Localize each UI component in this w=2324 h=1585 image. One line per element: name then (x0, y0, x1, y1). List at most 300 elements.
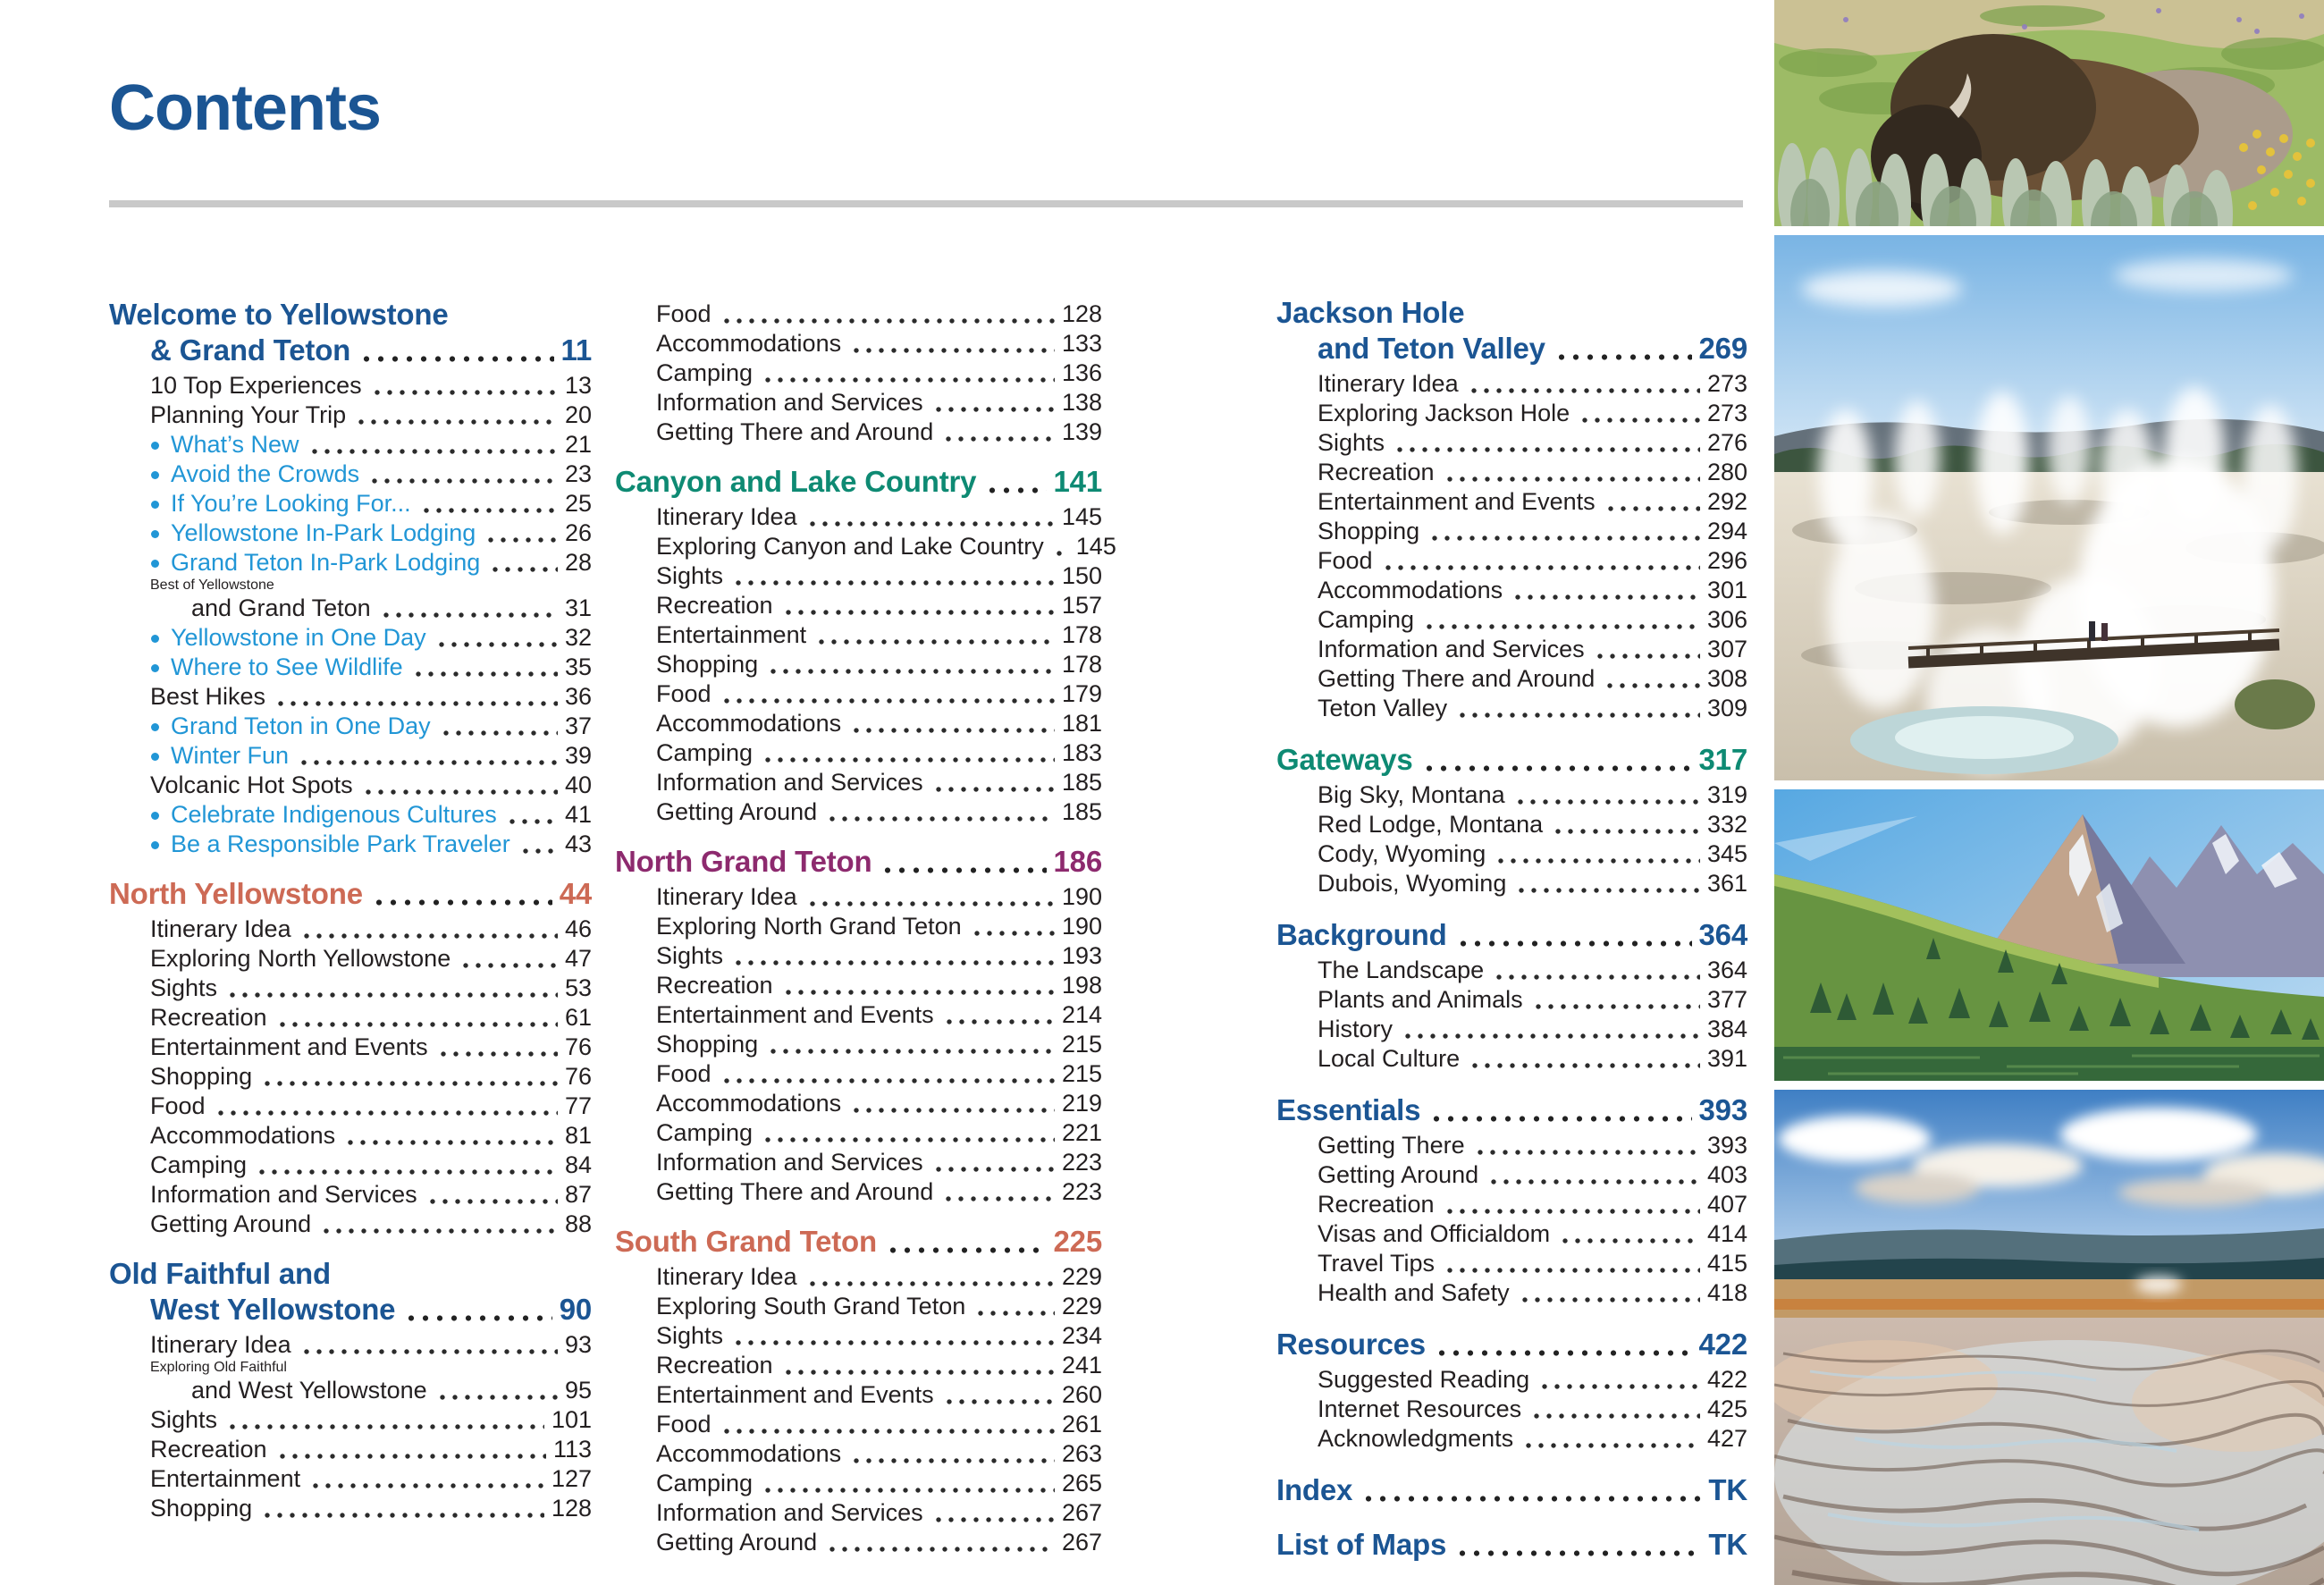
toc-entry (109, 400, 592, 430)
page-number: 13 (564, 372, 592, 399)
entry-label: Camping (656, 359, 754, 386)
dot-leader (782, 1370, 1055, 1375)
dot-leader (355, 419, 558, 425)
toc-entry (109, 489, 592, 518)
toc-section-items (615, 1262, 1102, 1557)
entry-label: Camping (150, 1151, 248, 1178)
entry-label: Index (1276, 1473, 1353, 1506)
dot-leader (359, 356, 553, 362)
toc-entry (615, 1089, 1102, 1118)
dot-leader (1559, 1238, 1700, 1244)
page-number: 128 (1061, 300, 1102, 327)
dot-leader (806, 901, 1055, 906)
toc-section-heading (615, 844, 1102, 880)
page-number: 44 (559, 877, 592, 910)
entry-label: Suggested Reading (1318, 1366, 1530, 1393)
toc-entry (1276, 546, 1747, 576)
toc-entry (615, 971, 1102, 1000)
dot-leader (1402, 1033, 1700, 1039)
page-number: 26 (564, 519, 592, 546)
toc-entry (615, 1148, 1102, 1177)
dot-leader (1444, 1209, 1700, 1214)
toc-entry (1276, 1044, 1747, 1074)
teton-mountains-illustration (1774, 789, 2324, 1081)
toc-section-heading (1276, 295, 1747, 331)
entry-label: Itinerary Idea (656, 883, 797, 910)
page-number: 128 (551, 1495, 592, 1522)
entry-label: Food (656, 1060, 712, 1087)
entry-label: Yellowstone in One Day (171, 624, 426, 651)
page-number: 23 (564, 460, 592, 487)
toc-entry (109, 1210, 592, 1239)
toc-entry (1276, 458, 1747, 487)
toc-entry (615, 1321, 1102, 1351)
entry-label: West Yellowstone (150, 1293, 396, 1326)
entry-label: Celebrate Indigenous Cultures (171, 801, 497, 828)
page-number: 61 (564, 1004, 592, 1031)
entry-label: Information and Services (656, 389, 923, 416)
entry-label: Accommodations (1318, 577, 1503, 603)
page-number: 377 (1706, 986, 1747, 1013)
entry-label: Sights (1318, 429, 1385, 456)
dot-leader (942, 1196, 1055, 1201)
entry-label: Acknowledgments (1318, 1425, 1514, 1452)
toc-entry (109, 1033, 592, 1062)
page-number: 133 (1061, 330, 1102, 357)
page-number: 178 (1061, 651, 1102, 678)
dot-leader (762, 1488, 1055, 1493)
page-number: 223 (1061, 1178, 1102, 1205)
dot-leader (1554, 354, 1692, 360)
entry-label: Getting Around (656, 1529, 818, 1555)
dot-leader (274, 701, 558, 706)
page-number: 308 (1706, 665, 1747, 692)
page-number: 332 (1706, 811, 1747, 838)
page-number: 345 (1706, 840, 1747, 867)
toc-entry (109, 1330, 592, 1360)
dot-leader (276, 1022, 558, 1027)
dot-leader (309, 1483, 544, 1488)
toc-section (1276, 1327, 1747, 1454)
entry-label: Exploring Old Faithful (150, 1360, 287, 1375)
page-number: 190 (1061, 913, 1102, 940)
page-number: 95 (564, 1377, 592, 1404)
toc-section-heading (109, 1256, 592, 1292)
entry-label: Background (1276, 918, 1447, 951)
toc-section-items (1276, 1365, 1747, 1454)
page-number: 393 (1706, 1132, 1747, 1159)
dot-leader (261, 1081, 558, 1086)
toc-entry (1276, 428, 1747, 458)
dot-leader (826, 1547, 1055, 1552)
dot-leader (762, 377, 1055, 383)
entry-label: Entertainment (150, 1465, 301, 1492)
toc-entry (615, 1059, 1102, 1089)
dot-leader (932, 407, 1055, 412)
toc-entry (615, 417, 1102, 447)
toc-entry (109, 741, 592, 771)
section-title: Jackson Hole (1276, 296, 1465, 329)
toc-entry (109, 371, 592, 400)
entry-label: Itinerary Idea (656, 503, 797, 530)
page-number: 260 (1061, 1381, 1102, 1408)
toc-entry (109, 1003, 592, 1033)
dot-leader (1487, 1179, 1700, 1185)
page-number: 31 (564, 594, 592, 621)
dot-leader (767, 1049, 1055, 1054)
toc-entry (615, 502, 1102, 532)
page-number: 87 (564, 1181, 592, 1208)
dot-leader (440, 730, 558, 736)
entry-label: Entertainment and Events (656, 1381, 934, 1408)
page-number: 88 (564, 1210, 592, 1237)
toc-entry (109, 1121, 592, 1151)
dot-leader (1519, 1297, 1700, 1303)
dot-leader (1579, 417, 1700, 423)
page-number: 407 (1706, 1191, 1747, 1218)
page-number: 391 (1706, 1045, 1747, 1072)
toc-section-heading (615, 464, 1102, 500)
dot-leader (815, 639, 1055, 645)
toc-entry (1276, 605, 1747, 635)
page-number: 215 (1061, 1031, 1102, 1058)
page-number: 90 (559, 1293, 592, 1326)
dot-leader (1423, 624, 1700, 629)
toc-entry (615, 768, 1102, 797)
entry-label: Volcanic Hot Spots (150, 771, 353, 798)
page-number: 84 (564, 1151, 592, 1178)
entry-label: Essentials (1276, 1093, 1421, 1126)
entry-label: Cody, Wyoming (1318, 840, 1486, 867)
page-number: 307 (1706, 636, 1747, 662)
toc-entry (1276, 664, 1747, 694)
toc-entry (615, 738, 1102, 768)
toc-entry (615, 591, 1102, 620)
entry-label: Camping (1318, 606, 1415, 633)
dot-leader (1429, 1116, 1691, 1122)
toc-section (109, 876, 592, 1239)
dot-leader (344, 1140, 558, 1145)
toc-section (109, 297, 592, 859)
bullet-icon (151, 812, 159, 820)
entry-label: Itinerary Idea (1318, 370, 1459, 397)
entry-label: Food (656, 680, 712, 707)
dot-leader (404, 1315, 552, 1321)
entry-label: Plants and Animals (1318, 986, 1523, 1013)
toc-entry (109, 771, 592, 800)
dot-leader (762, 757, 1055, 763)
entry-label: Food (1318, 547, 1373, 574)
section-title: Old Faithful and (109, 1257, 331, 1290)
page-number: 364 (1698, 918, 1747, 951)
bullet-icon (151, 723, 159, 731)
entry-label: History (1318, 1016, 1394, 1042)
entry-label: Getting There and Around (656, 418, 934, 445)
page-number: 35 (564, 653, 592, 680)
entry-label: Exploring South Grand Teton (656, 1293, 966, 1319)
toc-entry (109, 682, 592, 712)
page-number: 319 (1706, 781, 1747, 808)
dot-leader (436, 1395, 558, 1400)
dot-leader (1515, 888, 1700, 893)
entry-label: Exploring Jackson Hole (1318, 400, 1570, 426)
page-number: 145 (1061, 503, 1102, 530)
page-number: 403 (1706, 1161, 1747, 1188)
toc-entry (1276, 1190, 1747, 1219)
dot-leader (732, 580, 1055, 586)
toc-entry (109, 1360, 592, 1376)
toc-section-heading (1276, 742, 1747, 778)
toc-entry (109, 459, 592, 489)
dot-leader (932, 787, 1055, 792)
dot-leader (420, 508, 558, 513)
page-number: 141 (1053, 465, 1102, 498)
toc-entry (615, 620, 1102, 650)
dot-leader (1428, 535, 1700, 541)
dot-leader (1530, 1413, 1700, 1419)
dot-leader (484, 537, 558, 543)
toc-entry (109, 800, 592, 830)
entry-label: Visas and Officialdom (1318, 1220, 1551, 1247)
entry-label: Getting There and Around (1318, 665, 1596, 692)
toc-entry (1276, 1395, 1747, 1424)
toc-section-heading (1276, 1092, 1747, 1128)
entry-label: Best of Yellowstone (150, 578, 274, 593)
toc-entry (1276, 369, 1747, 399)
entry-label: Sights (150, 1406, 218, 1433)
page-number: 215 (1061, 1060, 1102, 1087)
toc-entry (109, 1405, 592, 1435)
bullet-icon (151, 471, 159, 479)
dot-leader (880, 867, 1046, 873)
dot-leader (971, 931, 1055, 936)
toc-section (615, 844, 1102, 1207)
entry-label: Getting Around (150, 1210, 312, 1237)
dot-leader (1468, 388, 1700, 393)
entry-label: Exploring North Grand Teton (656, 913, 962, 940)
page-number: 21 (564, 431, 592, 458)
page-number: 93 (564, 1331, 592, 1358)
dot-leader (426, 1199, 558, 1204)
page-number: 393 (1698, 1093, 1747, 1126)
page-number: 384 (1706, 1016, 1747, 1042)
dot-leader (1604, 683, 1700, 688)
page-number: 418 (1706, 1279, 1747, 1306)
dot-leader (459, 963, 558, 968)
page-number: TK (1708, 1528, 1747, 1561)
toc-column-2 (615, 297, 1116, 1557)
dot-leader (300, 933, 558, 939)
dot-leader (320, 1228, 558, 1234)
dot-leader (850, 728, 1055, 733)
dot-leader (519, 848, 558, 854)
dot-leader (1456, 712, 1700, 718)
page-number: 127 (551, 1465, 592, 1492)
dot-leader (1444, 1268, 1700, 1273)
entry-label: Food (656, 1411, 712, 1437)
toc-section (615, 1224, 1102, 1557)
entry-label: Where to See Wildlife (171, 653, 403, 680)
page-number: 11 (560, 333, 592, 367)
page-number: 229 (1061, 1263, 1102, 1290)
toc-entry (615, 388, 1102, 417)
bullet-icon (151, 664, 159, 672)
dot-leader (215, 1110, 558, 1116)
dot-leader (942, 436, 1055, 442)
toc-entry (1276, 1015, 1747, 1044)
toc-entry (615, 1498, 1102, 1528)
dot-leader (435, 642, 558, 647)
page-number: 113 (552, 1436, 592, 1463)
toc-section (1276, 917, 1747, 1074)
entry-label: List of Maps (1276, 1528, 1447, 1561)
entry-label: 10 Top Experiences (150, 372, 362, 399)
entry-label: Planning Your Trip (150, 401, 347, 428)
entry-label: Information and Services (656, 1499, 923, 1526)
dot-leader (782, 610, 1055, 615)
page-number: 265 (1061, 1470, 1102, 1496)
page-number: 306 (1706, 606, 1747, 633)
page-number: 37 (564, 712, 592, 739)
dot-leader (1456, 940, 1692, 947)
dot-leader (943, 1019, 1055, 1024)
dot-leader (226, 992, 558, 998)
page-number: 294 (1706, 518, 1747, 544)
page-number: 276 (1706, 429, 1747, 456)
dot-leader (489, 567, 558, 572)
entry-label: Food (150, 1092, 206, 1119)
entry-label: Recreation (656, 1352, 773, 1378)
page-number: 414 (1706, 1220, 1747, 1247)
entry-label: Getting Around (1318, 1161, 1479, 1188)
toc-entry (1276, 1131, 1747, 1160)
section-title: Welcome to Yellowstone (109, 298, 449, 331)
toc-entry (109, 712, 592, 741)
toc-entry (109, 653, 592, 682)
entry-label: Itinerary Idea (150, 915, 291, 942)
page-number: 280 (1706, 459, 1747, 485)
toc-section (109, 1256, 592, 1523)
toc-entry (109, 1151, 592, 1180)
toc-section-items (615, 502, 1116, 827)
page-number: 76 (564, 1063, 592, 1090)
toc-entry (615, 1262, 1102, 1292)
title-divider (109, 200, 1743, 207)
page-number: 39 (564, 742, 592, 769)
entry-label: Shopping (150, 1063, 253, 1090)
entry-label: The Landscape (1318, 957, 1485, 983)
entry-label: Getting There and Around (656, 1178, 934, 1205)
toc-section-heading (1276, 331, 1747, 367)
dot-leader (308, 449, 558, 454)
toc-section-items (109, 371, 592, 859)
page-number: 40 (564, 771, 592, 798)
toc-section-heading (1276, 1527, 1747, 1563)
entry-label: Camping (656, 1119, 754, 1146)
toc-section-items (615, 299, 1102, 447)
entry-label: Recreation (656, 972, 773, 999)
dot-leader (506, 819, 558, 824)
dot-leader (1361, 1496, 1701, 1502)
page-number: 269 (1698, 332, 1747, 365)
page-number: 47 (564, 945, 592, 972)
entry-label: Recreation (1318, 459, 1435, 485)
photo-geyser-basin-boardwalk (1774, 235, 2324, 780)
toc-entry (109, 1494, 592, 1523)
dot-leader (850, 348, 1055, 353)
toc-entry (109, 1092, 592, 1121)
page-number: 150 (1061, 562, 1102, 589)
page-number: 198 (1061, 972, 1102, 999)
toc-entry (1276, 576, 1747, 605)
page-number: 317 (1698, 743, 1747, 776)
entry-label: and Grand Teton (191, 594, 371, 621)
toc-entry (615, 797, 1102, 827)
entry-label: and West Yellowstone (191, 1377, 427, 1404)
page-number: 225 (1053, 1225, 1102, 1258)
page-number: 136 (1061, 359, 1102, 386)
dot-leader (1435, 1350, 1692, 1356)
toc-entry (615, 299, 1102, 329)
dot-leader (300, 1349, 558, 1354)
toc-entry (1276, 810, 1747, 839)
page-number: 185 (1061, 798, 1102, 825)
toc-entry (109, 1180, 592, 1210)
entry-label: Big Sky, Montana (1318, 781, 1505, 808)
toc-entry (615, 358, 1102, 388)
bullet-icon (151, 501, 159, 509)
toc-entry (109, 594, 592, 623)
entry-label: Exploring North Yellowstone (150, 945, 451, 972)
page-number: 101 (551, 1406, 592, 1433)
dot-leader (412, 671, 558, 677)
photo-grand-prismatic-terraces (1774, 1090, 2324, 1585)
toc-entry (109, 578, 592, 594)
toc-entry (615, 1030, 1102, 1059)
page-number: 36 (564, 683, 592, 710)
dot-leader (1382, 565, 1700, 570)
dot-leader (806, 521, 1055, 527)
page-number: 422 (1706, 1366, 1747, 1393)
entry-label: Accommodations (656, 330, 842, 357)
bullet-icon (151, 530, 159, 538)
dot-leader (762, 1137, 1055, 1142)
page-number: 179 (1061, 680, 1102, 707)
toc-entry (615, 532, 1116, 561)
dot-leader (732, 1340, 1055, 1345)
dot-leader (437, 1051, 558, 1057)
dot-leader (1538, 1384, 1700, 1389)
entry-label: Avoid the Crowds (171, 460, 360, 487)
entry-label: Entertainment and Events (656, 1001, 934, 1028)
dot-leader (1594, 653, 1700, 659)
toc-entry (1276, 1160, 1747, 1190)
toc-entry (109, 430, 592, 459)
toc-entry (109, 1464, 592, 1494)
toc-entry (615, 1528, 1102, 1557)
toc-section-heading (109, 333, 592, 368)
entry-label: Sights (656, 942, 724, 969)
geyser-basin-illustration (1774, 235, 2324, 780)
toc-entry (615, 679, 1102, 709)
entry-label: Information and Services (656, 1149, 923, 1176)
page-number: 41 (564, 801, 592, 828)
page-number: 157 (1061, 592, 1102, 619)
page-number: 183 (1061, 739, 1102, 766)
entry-label: Be a Responsible Park Traveler (171, 830, 510, 857)
toc-entry (615, 912, 1102, 941)
dot-leader (720, 698, 1055, 704)
